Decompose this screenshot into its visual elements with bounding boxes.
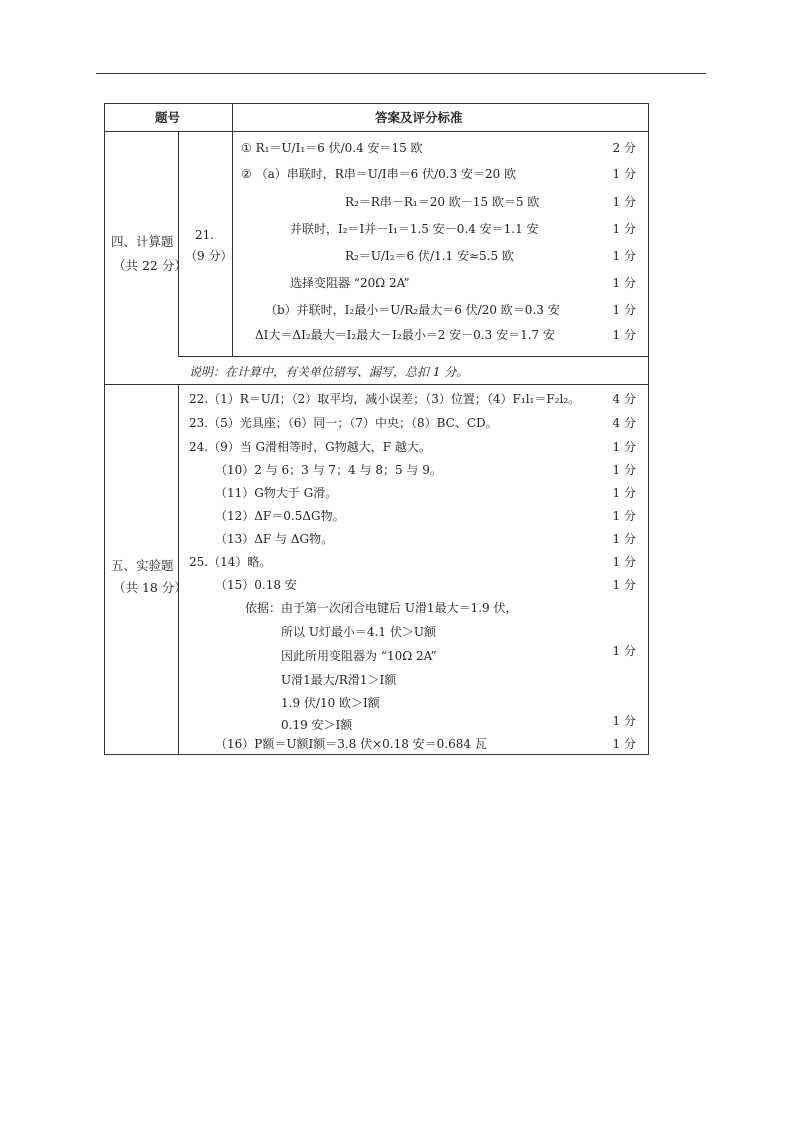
s4-line-4: 并联时，I₂＝I并－I₁＝1.5 安－0.4 安＝1.1 安 (290, 222, 539, 236)
s4-points-5: 1 分 (612, 249, 636, 263)
s5-points-1: 4 分 (612, 392, 636, 406)
s5-line-11: 所以 U灯最小＝4.1 伏＞U额 (281, 625, 436, 639)
s4-points-1: 2 分 (612, 141, 636, 155)
s4-points-8: 1 分 (612, 328, 636, 342)
s5-points-12: 1 分 (612, 644, 636, 658)
s5-points-9: 1 分 (612, 578, 636, 592)
header-question-label: 题号 (155, 110, 181, 125)
section-divider (105, 384, 648, 385)
s5-points-6: 1 分 (612, 509, 636, 523)
section4-col-divider (232, 131, 233, 356)
s4-line-3: R₂＝R串－R₁＝20 欧－15 欧＝5 欧 (345, 195, 540, 209)
s4-points-3: 1 分 (612, 195, 636, 209)
section4-inner-divider (178, 131, 179, 356)
section5-total: （共 18 分） (113, 580, 187, 595)
s5-points-3: 1 分 (612, 440, 636, 454)
top-rule (96, 73, 706, 74)
s5-points-7: 1 分 (612, 532, 636, 546)
header-col-divider (232, 104, 233, 131)
s4-line-2: ② （a）串联时，R串＝U/I串＝6 伏/0.3 安＝20 欧 (241, 167, 517, 181)
s5-points-4: 1 分 (612, 463, 636, 477)
s4-points-2: 1 分 (612, 167, 636, 181)
q21-points: （9 分） (185, 249, 233, 263)
note-divider (178, 356, 648, 357)
answer-table (104, 103, 649, 755)
s4-line-1: ① R₁＝U/I₁＝6 伏/0.4 安＝15 欧 (241, 141, 423, 155)
s5-line-1: 22.（1）R＝U/I；（2）取平均，减小误差；（3）位置；（4）F₁l₁＝F₂l₂。 (189, 392, 581, 406)
s4-points-4: 1 分 (612, 222, 636, 236)
s5-points-5: 1 分 (612, 486, 636, 500)
section5-title: 五、实验题 (111, 558, 174, 573)
s5-line-10: 依据：由于第一次闭合电键后 U滑1最大＝1.9 伏， (245, 601, 518, 615)
s4-points-6: 1 分 (612, 276, 636, 290)
s5-line-13: U滑1最大/R滑1＞I额 (281, 673, 397, 687)
header-answer-label: 答案及评分标准 (375, 110, 463, 125)
section4-total: （共 22 分） (113, 258, 187, 273)
s4-line-6: 选择变阻器 “20Ω 2A” (290, 276, 410, 290)
s5-points-16: 1 分 (612, 737, 636, 751)
s5-line-2: 23.（5）光具座；（6）同一；（7）中央；（8）BC、CD。 (189, 416, 498, 430)
section5-col-divider (178, 384, 179, 754)
q21-number: 21. (195, 228, 215, 242)
s5-line-14: 1.9 伏/10 欧＞I额 (281, 696, 380, 710)
s5-line-7: （13）ΔF 与 ΔG物。 (215, 532, 334, 546)
s4-line-8: ΔI大＝ΔI₂最大＝I₂最大－I₂最小＝2 安－0.3 安＝1.7 安 (255, 328, 555, 342)
s5-line-15: 0.19 安＞I额 (281, 718, 353, 732)
header-divider (105, 131, 648, 132)
s5-line-6: （12）ΔF＝0.5ΔG物。 (215, 509, 345, 523)
section4-note: 说明：在计算中，有关单位错写、漏写，总扣 1 分。 (189, 365, 469, 379)
s5-line-3: 24.（9）当 G滑相等时，G物越大，F 越大。 (189, 440, 431, 454)
s5-points-8: 1 分 (612, 555, 636, 569)
s4-line-7: （b）并联时，I₂最小＝U/R₂最大＝6 伏/20 欧＝0.3 安 (265, 303, 560, 317)
s5-line-16: （16）P额＝U额I额＝3.8 伏×0.18 安＝0.684 瓦 (215, 737, 487, 751)
section4-title: 四、计算题 (111, 234, 174, 249)
s5-line-12: 因此所用变阻器为 “10Ω 2A” (281, 649, 437, 663)
s5-points-15: 1 分 (612, 714, 636, 728)
s4-line-5: R₂＝U/I₂＝6 伏/1.1 安≈5.5 欧 (345, 249, 514, 263)
s5-line-9: （15）0.18 安 (215, 578, 297, 592)
s5-line-5: （11）G物大于 G滑。 (215, 486, 338, 500)
s5-line-8: 25.（14）略。 (189, 555, 272, 569)
s5-line-4: （10）2 与 6；3 与 7；4 与 8；5 与 9。 (215, 463, 442, 477)
s4-points-7: 1 分 (612, 303, 636, 317)
s5-points-2: 4 分 (612, 416, 636, 430)
